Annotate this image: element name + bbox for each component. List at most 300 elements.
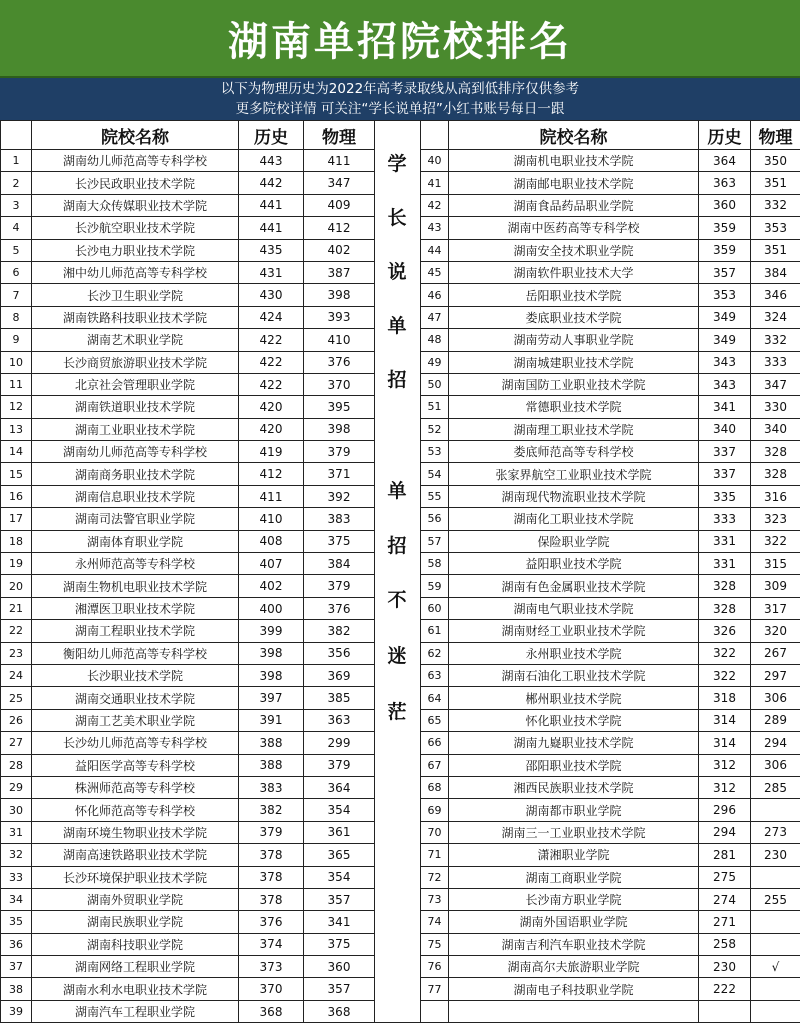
school-name-cell: 益阳职业技术学院 <box>449 553 699 575</box>
history-score-cell: 349 <box>699 306 751 328</box>
history-score-cell: 408 <box>239 530 304 552</box>
physics-score-cell <box>751 933 800 955</box>
history-score-cell: 294 <box>699 821 751 843</box>
history-score-cell: 374 <box>239 933 304 955</box>
table-row <box>421 396 800 418</box>
table-row <box>1 732 375 754</box>
physics-score-cell: 350 <box>751 150 800 172</box>
physics-score-cell: 357 <box>304 978 375 1000</box>
rank-cell: 73 <box>421 888 449 910</box>
rank-cell: 40 <box>421 150 449 172</box>
school-name-cell: 湖南民族职业学院 <box>32 911 239 933</box>
table-row <box>1 888 375 910</box>
physics-score-cell: 375 <box>304 530 375 552</box>
physics-score-cell: 375 <box>304 933 375 955</box>
rank-cell: 65 <box>421 709 449 731</box>
table-row <box>1 239 375 261</box>
history-score-cell: 443 <box>239 150 304 172</box>
history-score-cell: 337 <box>699 441 751 463</box>
school-name-cell: 潇湘职业学院 <box>449 844 699 866</box>
school-name-cell: 岳阳职业技术学院 <box>449 284 699 306</box>
table-row <box>421 844 800 866</box>
physics-score-cell: 322 <box>751 530 800 552</box>
rank-cell: 62 <box>421 642 449 664</box>
school-name-cell: 长沙环境保护职业技术学院 <box>32 866 239 888</box>
table-row <box>1 597 375 619</box>
table-row <box>421 620 800 642</box>
school-name-cell: 保险职业学院 <box>449 530 699 552</box>
table-row <box>421 709 800 731</box>
physics-score-cell <box>751 911 800 933</box>
physics-score-cell: 353 <box>751 217 800 239</box>
history-score-cell: 335 <box>699 485 751 507</box>
school-name-cell: 湖南食品药品职业学院 <box>449 194 699 216</box>
physics-score-cell <box>751 978 800 1000</box>
history-score-cell: 337 <box>699 463 751 485</box>
school-name-cell: 湖南国防工业职业技术学院 <box>449 373 699 395</box>
rank-cell: 43 <box>421 217 449 239</box>
history-score-cell: 400 <box>239 597 304 619</box>
table-row <box>1 799 375 821</box>
rank-cell: 60 <box>421 597 449 619</box>
rank-cell: 52 <box>421 418 449 440</box>
history-score-cell: 391 <box>239 709 304 731</box>
header-name: 院校名称 <box>32 121 239 150</box>
rank-cell: 27 <box>1 732 32 754</box>
rank-cell: 24 <box>1 664 32 686</box>
history-score-cell: 376 <box>239 911 304 933</box>
school-name-cell: 湖南交通职业技术学院 <box>32 687 239 709</box>
history-score-cell: 419 <box>239 441 304 463</box>
slogan-char: 不 <box>387 589 407 611</box>
rank-cell: 7 <box>1 284 32 306</box>
school-name-cell: 湖南理工职业技术学院 <box>449 418 699 440</box>
school-name-cell: 湖南石油化工职业技术学院 <box>449 664 699 686</box>
school-name-cell: 湖南化工职业技术学院 <box>449 508 699 530</box>
rank-cell: 13 <box>1 418 32 440</box>
school-name-cell: 湖南现代物流职业技术学院 <box>449 485 699 507</box>
ranking-table-right <box>420 120 800 1023</box>
history-score-cell: 258 <box>699 933 751 955</box>
table-row <box>1 933 375 955</box>
history-score-cell: 370 <box>239 978 304 1000</box>
history-score-cell: 410 <box>239 508 304 530</box>
physics-score-cell: 370 <box>304 373 375 395</box>
table-row <box>421 373 800 395</box>
history-score-cell: 331 <box>699 530 751 552</box>
rank-cell: 11 <box>1 373 32 395</box>
physics-score-cell: 294 <box>751 732 800 754</box>
history-score-cell: 328 <box>699 575 751 597</box>
rank-cell: 25 <box>1 687 32 709</box>
school-name-cell: 湖南商务职业技术学院 <box>32 463 239 485</box>
header-row <box>421 121 800 150</box>
rank-cell: 67 <box>421 754 449 776</box>
history-score-cell: 281 <box>699 844 751 866</box>
history-score-cell: 388 <box>239 732 304 754</box>
table-row <box>421 172 800 194</box>
rank-cell: 37 <box>1 956 32 978</box>
school-name-cell: 湖南邮电职业技术学院 <box>449 172 699 194</box>
school-name-cell: 长沙民政职业技术学院 <box>32 172 239 194</box>
rank-cell: 66 <box>421 732 449 754</box>
table-row <box>1 620 375 642</box>
table-row <box>421 508 800 530</box>
history-score-cell: 343 <box>699 373 751 395</box>
physics-score-cell: 384 <box>304 553 375 575</box>
school-name-cell: 湖南外国语职业学院 <box>449 911 699 933</box>
rank-cell: 53 <box>421 441 449 463</box>
table-row <box>421 239 800 261</box>
history-score-cell: 398 <box>239 664 304 686</box>
rank-cell: 55 <box>421 485 449 507</box>
history-score-cell: 271 <box>699 911 751 933</box>
history-score-cell: 420 <box>239 396 304 418</box>
rank-cell: 9 <box>1 329 32 351</box>
table-row <box>1 194 375 216</box>
rank-cell: 51 <box>421 396 449 418</box>
school-name-cell: 湖南生物机电职业技术学院 <box>32 575 239 597</box>
table-row <box>1 351 375 373</box>
rank-cell: 22 <box>1 620 32 642</box>
history-score-cell: 360 <box>699 194 751 216</box>
history-score-cell: 383 <box>239 776 304 798</box>
school-name-cell: 长沙南方职业学院 <box>449 888 699 910</box>
school-name-cell: 湖南都市职业学院 <box>449 799 699 821</box>
table-row <box>1 776 375 798</box>
table-row <box>1 172 375 194</box>
physics-score-cell: 347 <box>751 373 800 395</box>
physics-score-cell: 315 <box>751 553 800 575</box>
physics-score-cell: 361 <box>304 821 375 843</box>
table-row <box>421 441 800 463</box>
table-row <box>421 933 800 955</box>
header-rank <box>421 121 449 150</box>
physics-score-cell <box>751 799 800 821</box>
rank-cell: 47 <box>421 306 449 328</box>
history-score-cell: 441 <box>239 194 304 216</box>
physics-score-cell: 289 <box>751 709 800 731</box>
history-score-cell: 296 <box>699 799 751 821</box>
rank-cell: 21 <box>1 597 32 619</box>
physics-score-cell: 398 <box>304 284 375 306</box>
rank-cell: 14 <box>1 441 32 463</box>
physics-score-cell <box>751 866 800 888</box>
school-name-cell: 娄底职业技术学院 <box>449 306 699 328</box>
history-score-cell: 326 <box>699 620 751 642</box>
school-name-cell: 湖南大众传媒职业技术学院 <box>32 194 239 216</box>
history-score-cell: 314 <box>699 732 751 754</box>
history-score-cell: 397 <box>239 687 304 709</box>
physics-score-cell: 309 <box>751 575 800 597</box>
physics-score-cell: 379 <box>304 441 375 463</box>
rank-cell: 12 <box>1 396 32 418</box>
table-row <box>1 508 375 530</box>
table-row <box>1 463 375 485</box>
rank-cell: 72 <box>421 866 449 888</box>
history-score-cell: 322 <box>699 642 751 664</box>
school-name-cell: 湖南财经工业职业技术学院 <box>449 620 699 642</box>
school-name-cell: 湖南工艺美术职业学院 <box>32 709 239 731</box>
school-name-cell: 娄底师范高等专科学校 <box>449 441 699 463</box>
physics-score-cell <box>751 1000 800 1022</box>
rank-cell: 5 <box>1 239 32 261</box>
table-row <box>1 396 375 418</box>
physics-score-cell: 273 <box>751 821 800 843</box>
rank-cell: 31 <box>1 821 32 843</box>
physics-score-cell: 384 <box>751 261 800 283</box>
slogan-char: 单 <box>387 315 407 337</box>
physics-score-cell: 306 <box>751 687 800 709</box>
table-row <box>1 261 375 283</box>
table-row <box>1 418 375 440</box>
table-row <box>421 463 800 485</box>
history-score-cell: 322 <box>699 664 751 686</box>
school-name-cell: 衡阳幼儿师范高等专科学校 <box>32 642 239 664</box>
school-name-cell: 湖南中医药高等专科学校 <box>449 217 699 239</box>
table-row <box>421 530 800 552</box>
table-row <box>421 978 800 1000</box>
physics-score-cell: 398 <box>304 418 375 440</box>
school-name-cell: 湖南高速铁路职业技术学院 <box>32 844 239 866</box>
school-name-cell: 湖南铁道职业技术学院 <box>32 396 239 418</box>
history-score-cell: 274 <box>699 888 751 910</box>
school-name-cell: 张家界航空工业职业技术学院 <box>449 463 699 485</box>
physics-score-cell: 354 <box>304 866 375 888</box>
history-score-cell: 435 <box>239 239 304 261</box>
physics-score-cell: 385 <box>304 687 375 709</box>
school-name-cell: 湖南电气职业技术学院 <box>449 597 699 619</box>
history-score-cell: 442 <box>239 172 304 194</box>
slogan-char: 迷 <box>387 645 407 667</box>
history-score-cell: 314 <box>699 709 751 731</box>
header-physics: 物理 <box>304 121 375 150</box>
rank-cell: 57 <box>421 530 449 552</box>
school-name-cell: 湖南工程职业技术学院 <box>32 620 239 642</box>
school-name-cell <box>449 1000 699 1022</box>
rank-cell: 28 <box>1 754 32 776</box>
school-name-cell: 湘中幼儿师范高等专科学校 <box>32 261 239 283</box>
rank-cell: 48 <box>421 329 449 351</box>
school-name-cell: 湖南工业职业技术学院 <box>32 418 239 440</box>
history-score-cell: 378 <box>239 844 304 866</box>
physics-score-cell: 382 <box>304 620 375 642</box>
table-row <box>421 956 800 978</box>
physics-score-cell: 328 <box>751 441 800 463</box>
school-name-cell: 常德职业技术学院 <box>449 396 699 418</box>
school-name-cell: 郴州职业技术学院 <box>449 687 699 709</box>
history-score-cell: 422 <box>239 351 304 373</box>
school-name-cell: 湘西民族职业技术学院 <box>449 776 699 798</box>
left-table-body <box>1 150 375 1023</box>
table-row <box>1 956 375 978</box>
school-name-cell: 湖南电子科技职业学院 <box>449 978 699 1000</box>
history-score-cell: 398 <box>239 642 304 664</box>
history-score-cell: 340 <box>699 418 751 440</box>
physics-score-cell: 387 <box>304 261 375 283</box>
school-name-cell: 湖南铁路科技职业技术学院 <box>32 306 239 328</box>
table-row <box>421 217 800 239</box>
school-name-cell: 湖南吉利汽车职业技术学院 <box>449 933 699 955</box>
table-row <box>421 261 800 283</box>
physics-score-cell: 299 <box>304 732 375 754</box>
rank-cell: 54 <box>421 463 449 485</box>
table-row <box>1 150 375 172</box>
school-name-cell: 株洲师范高等专科学校 <box>32 776 239 798</box>
header-rank <box>1 121 32 150</box>
history-score-cell: 378 <box>239 888 304 910</box>
rank-cell: 64 <box>421 687 449 709</box>
history-score-cell: 328 <box>699 597 751 619</box>
physics-score-cell: 410 <box>304 329 375 351</box>
table-row <box>1 866 375 888</box>
table-row <box>1 911 375 933</box>
history-score-cell: 422 <box>239 373 304 395</box>
school-name-cell: 湖南幼儿师范高等专科学校 <box>32 150 239 172</box>
physics-score-cell: 317 <box>751 597 800 619</box>
table-row <box>421 553 800 575</box>
school-name-cell: 湖南有色金属职业技术学院 <box>449 575 699 597</box>
page-title: 湖南单招院校排名 <box>0 0 800 78</box>
physics-score-cell: 306 <box>751 754 800 776</box>
school-name-cell: 长沙商贸旅游职业技术学院 <box>32 351 239 373</box>
school-name-cell: 湖南信息职业技术学院 <box>32 485 239 507</box>
rank-cell: 34 <box>1 888 32 910</box>
subtitle <box>0 78 800 120</box>
physics-score-cell: 323 <box>751 508 800 530</box>
rank-cell: 39 <box>1 1000 32 1022</box>
history-score-cell: 222 <box>699 978 751 1000</box>
school-name-cell: 长沙幼儿师范高等专科学校 <box>32 732 239 754</box>
table-row <box>1 306 375 328</box>
table-row <box>1 687 375 709</box>
vertical-slogan <box>374 120 420 1023</box>
history-score-cell: 349 <box>699 329 751 351</box>
rank-cell <box>421 1000 449 1022</box>
table-row <box>1 329 375 351</box>
history-score-cell: 333 <box>699 508 751 530</box>
physics-score-cell: 332 <box>751 194 800 216</box>
history-score-cell: 359 <box>699 217 751 239</box>
rank-cell: 1 <box>1 150 32 172</box>
physics-score-cell: 379 <box>304 754 375 776</box>
history-score-cell <box>699 1000 751 1022</box>
physics-score-cell: 376 <box>304 351 375 373</box>
rank-cell: 61 <box>421 620 449 642</box>
header-physics: 物理 <box>751 121 800 150</box>
rank-cell: 23 <box>1 642 32 664</box>
school-name-cell: 湖南外贸职业学院 <box>32 888 239 910</box>
history-score-cell: 318 <box>699 687 751 709</box>
table-row <box>1 754 375 776</box>
history-score-cell: 312 <box>699 754 751 776</box>
rank-cell: 15 <box>1 463 32 485</box>
table-row <box>421 754 800 776</box>
table-row <box>1 709 375 731</box>
rank-cell: 20 <box>1 575 32 597</box>
history-score-cell: 407 <box>239 553 304 575</box>
table-row <box>1 575 375 597</box>
rank-cell: 69 <box>421 799 449 821</box>
rank-cell: 3 <box>1 194 32 216</box>
rank-cell: 26 <box>1 709 32 731</box>
table-row <box>1 821 375 843</box>
school-name-cell: 湖南水利水电职业技术学院 <box>32 978 239 1000</box>
physics-score-cell: 395 <box>304 396 375 418</box>
history-score-cell: 363 <box>699 172 751 194</box>
table-row <box>1 441 375 463</box>
table-row <box>421 485 800 507</box>
header-history: 历史 <box>699 121 751 150</box>
rank-cell: 4 <box>1 217 32 239</box>
history-score-cell: 312 <box>699 776 751 798</box>
school-name-cell: 湖南科技职业学院 <box>32 933 239 955</box>
table-row <box>421 642 800 664</box>
table-row <box>1 485 375 507</box>
physics-score-cell: 341 <box>304 911 375 933</box>
physics-score-cell: 328 <box>751 463 800 485</box>
table-row <box>421 776 800 798</box>
history-score-cell: 422 <box>239 329 304 351</box>
rank-cell: 59 <box>421 575 449 597</box>
history-score-cell: 353 <box>699 284 751 306</box>
school-name-cell: 湖南体育职业学院 <box>32 530 239 552</box>
history-score-cell: 379 <box>239 821 304 843</box>
rank-cell: 75 <box>421 933 449 955</box>
physics-score-cell: √ <box>751 956 800 978</box>
rank-cell: 17 <box>1 508 32 530</box>
history-score-cell: 441 <box>239 217 304 239</box>
history-score-cell: 359 <box>699 239 751 261</box>
physics-score-cell: 332 <box>751 329 800 351</box>
school-name-cell: 湖南城建职业技术学院 <box>449 351 699 373</box>
table-row <box>1 217 375 239</box>
slogan-char: 学 <box>387 153 407 175</box>
rank-cell: 74 <box>421 911 449 933</box>
rank-cell: 45 <box>421 261 449 283</box>
rank-cell: 77 <box>421 978 449 1000</box>
school-name-cell: 湖南劳动人事职业学院 <box>449 329 699 351</box>
school-name-cell: 怀化师范高等专科学校 <box>32 799 239 821</box>
physics-score-cell: 324 <box>751 306 800 328</box>
physics-score-cell: 230 <box>751 844 800 866</box>
physics-score-cell: 369 <box>304 664 375 686</box>
school-name-cell: 北京社会管理职业学院 <box>32 373 239 395</box>
rank-cell: 18 <box>1 530 32 552</box>
table-row <box>421 821 800 843</box>
physics-score-cell: 340 <box>751 418 800 440</box>
physics-score-cell: 412 <box>304 217 375 239</box>
rank-cell: 63 <box>421 664 449 686</box>
school-name-cell: 湖南环境生物职业技术学院 <box>32 821 239 843</box>
history-score-cell: 420 <box>239 418 304 440</box>
table-row <box>421 575 800 597</box>
table-row <box>1 284 375 306</box>
physics-score-cell: 285 <box>751 776 800 798</box>
rank-cell: 33 <box>1 866 32 888</box>
school-name-cell: 怀化职业技术学院 <box>449 709 699 731</box>
school-name-cell: 长沙职业技术学院 <box>32 664 239 686</box>
rank-cell: 30 <box>1 799 32 821</box>
rank-cell: 36 <box>1 933 32 955</box>
history-score-cell: 388 <box>239 754 304 776</box>
school-name-cell: 湖南网络工程职业学院 <box>32 956 239 978</box>
ranking-table-left <box>0 120 375 1023</box>
rank-cell: 19 <box>1 553 32 575</box>
table-row <box>421 150 800 172</box>
physics-score-cell: 297 <box>751 664 800 686</box>
physics-score-cell: 360 <box>304 956 375 978</box>
